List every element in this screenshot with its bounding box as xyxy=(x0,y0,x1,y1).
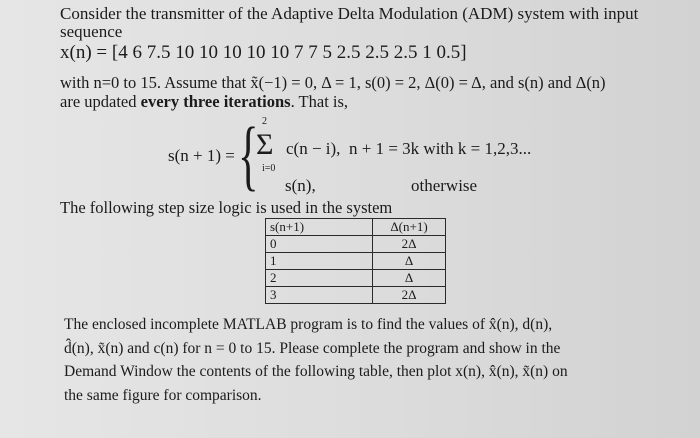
input-sequence: x(n) = [4 6 7.5 10 10 10 10 10 7 7 5 2.5 2.5 2.5 1 0.5] xyxy=(60,42,467,63)
case1-condition: n + 1 = 3k with k = 1,2,3... xyxy=(349,139,532,158)
update-rule-text xyxy=(60,92,348,112)
table-header-s: s(n+1) xyxy=(266,219,373,236)
table-header-row xyxy=(266,219,446,236)
initial-conditions: with n=0 to 15. Assume that x̃(−1) = 0, Δ = 1, s(0) = 2, Δ(0) = Δ, and s(n) and Δ(n) xyxy=(60,73,606,92)
paragraph-line-4: the same figure for comparison. xyxy=(64,387,262,404)
table-cell: 2Δ xyxy=(373,287,446,304)
sigma-upper-limit: 2 xyxy=(262,116,267,127)
update-rule-post: . That is, xyxy=(290,92,349,111)
paragraph-line-1: The enclosed incomplete MATLAB program is to find the values of x̂(n), d(n), xyxy=(64,316,553,333)
table-header-delta: Δ(n+1) xyxy=(373,219,446,236)
step-size-table xyxy=(265,218,446,304)
case2-condition: otherwise xyxy=(411,176,478,195)
update-rule-emphasis: every three iterations xyxy=(140,92,291,111)
summation-symbol: Σ xyxy=(256,128,274,161)
case1-expression: c(n − i), xyxy=(286,139,341,158)
table-cell: Δ xyxy=(373,253,446,270)
left-brace-symbol: { xyxy=(238,111,259,198)
table-cell: 2Δ xyxy=(373,236,446,253)
case2-expression: s(n), xyxy=(285,176,316,195)
step-logic-intro: The following step size logic is used in the system xyxy=(60,198,393,217)
table-row xyxy=(266,287,446,304)
table-cell: 3 xyxy=(266,287,373,304)
paragraph-line-2: d̂(n), x̃(n) and c(n) for n = 0 to 15. Please complete the program and show in the xyxy=(64,340,561,357)
table-cell: 1 xyxy=(266,253,373,270)
sigma-lower-limit: i=0 xyxy=(262,163,276,174)
table-cell: Δ xyxy=(373,270,446,287)
table-cell: 0 xyxy=(266,236,373,253)
problem-title: Consider the transmitter of the Adaptive Delta Modulation (ADM) system with input xyxy=(60,4,639,23)
update-rule-pre: are updated xyxy=(60,92,141,111)
table-row xyxy=(266,270,446,287)
table-row xyxy=(266,236,446,253)
problem-title-continuation: sequence xyxy=(60,22,123,41)
equation-lhs: s(n + 1) = xyxy=(168,146,235,165)
table-cell: 2 xyxy=(266,270,373,287)
paragraph-line-3: Demand Window the contents of the following table, then plot x(n), x̂(n), x̃(n) on xyxy=(64,363,568,380)
table-row xyxy=(266,253,446,270)
